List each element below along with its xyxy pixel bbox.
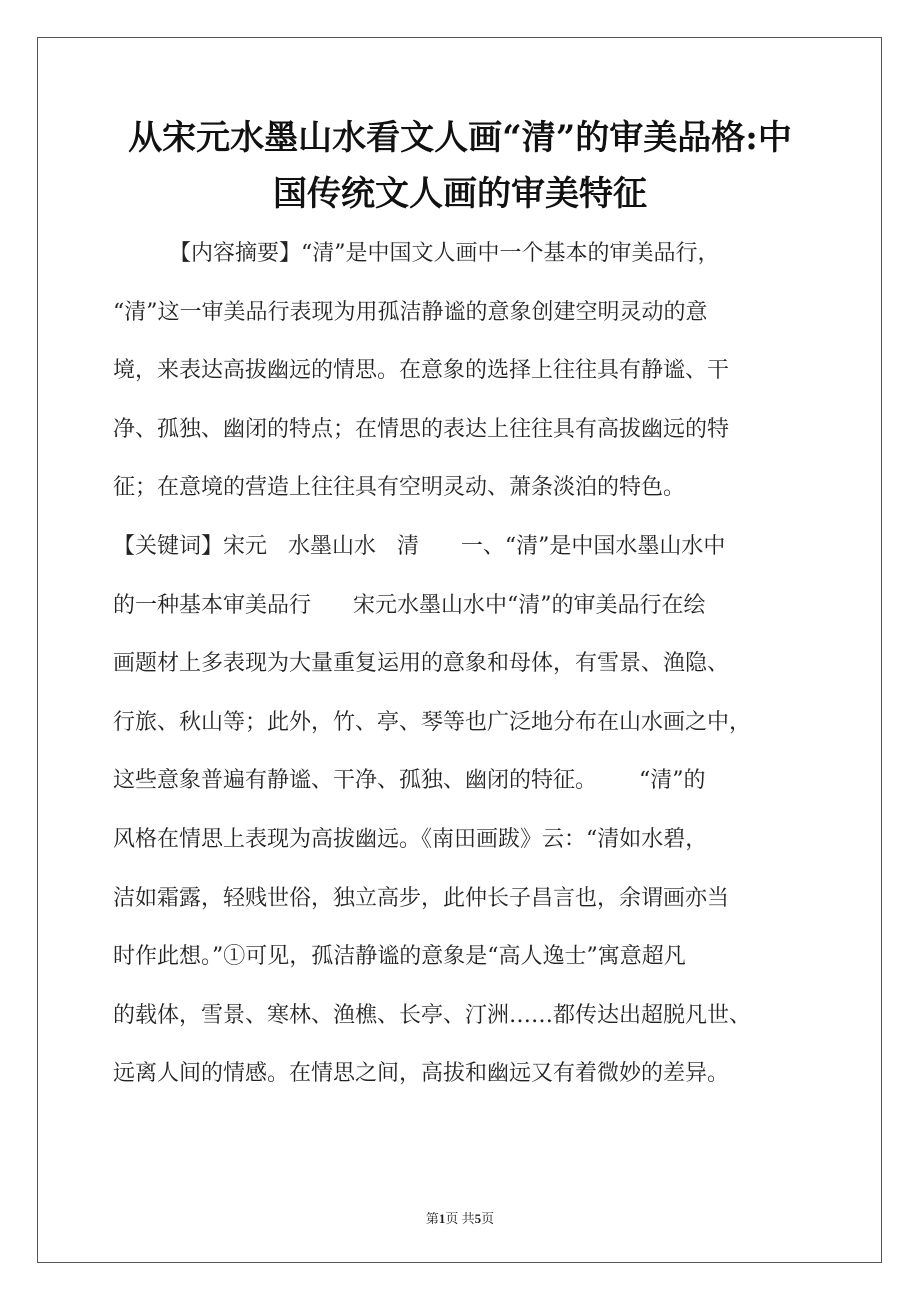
body-line: “清”这一审美品行表现为用孤洁静谧的意象创建空明灵动的意	[113, 299, 708, 325]
body-line: 远离人间的情感。在情思之间，高拔和幽远又有着微妙的差异。	[113, 1061, 730, 1087]
body-line: 行旅、秋山等；此外，竹、亭、琴等也广泛地分布在山水画之中，	[113, 709, 752, 735]
document-title	[100, 110, 820, 222]
footer-prefix: 第	[425, 1211, 439, 1226]
footer-mid: 页 共	[445, 1211, 475, 1226]
body-line: 【内容摘要】“清”是中国文人画中一个基本的审美品行，	[113, 241, 720, 266]
body-line: 画题材上多表现为大量重复运用的意象和母体，有雪景、渔隐、	[113, 651, 730, 677]
body-line: 风格在情思上表现为高拔幽远。《南田画跋》云：“清如水碧，	[113, 826, 708, 852]
body-line: 【关键词】宋元 水墨山水 清 一、“清”是中国水墨山水中	[113, 533, 726, 559]
footer-suffix: 页	[481, 1211, 495, 1226]
body-line: 征；在意境的营造上往往具有空明灵动、萧条淡泊的特色。	[113, 475, 686, 501]
footer-page-total: 5	[474, 1211, 482, 1226]
body-line: 这些意象普遍有静谧、干净、孤独、幽闭的特征。 “清”的	[113, 768, 706, 794]
body-line: 洁如霜露，轻贱世俗，独立高步，此仲长子昌言也，余谓画亦当	[113, 885, 730, 911]
body-line: 的一种基本审美品行 宋元水墨山水中“清”的审美品行在绘	[113, 592, 706, 618]
document-body	[113, 239, 823, 1118]
body-line: 的载体，雪景、寒林、渔樵、长亭、汀洲……都传达出超脱凡世、	[113, 1002, 752, 1028]
page-footer	[0, 1208, 920, 1227]
title-line-1: 从宋元水墨山水看文人画“清”的审美品格:中	[128, 118, 792, 158]
body-line: 净、孤独、幽闭的特点；在情思的表达上往往具有高拔幽远的特	[113, 416, 730, 442]
footer-page-current: 1	[438, 1211, 446, 1226]
title-line-2: 国传统文人画的审美特征	[273, 174, 647, 214]
body-line: 境，来表达高拔幽远的情思。在意象的选择上往往具有静谧、干	[113, 358, 730, 384]
body-line: 时作此想。”①可见，孤洁静谧的意象是“高人逸士”寓意超凡	[113, 944, 686, 970]
